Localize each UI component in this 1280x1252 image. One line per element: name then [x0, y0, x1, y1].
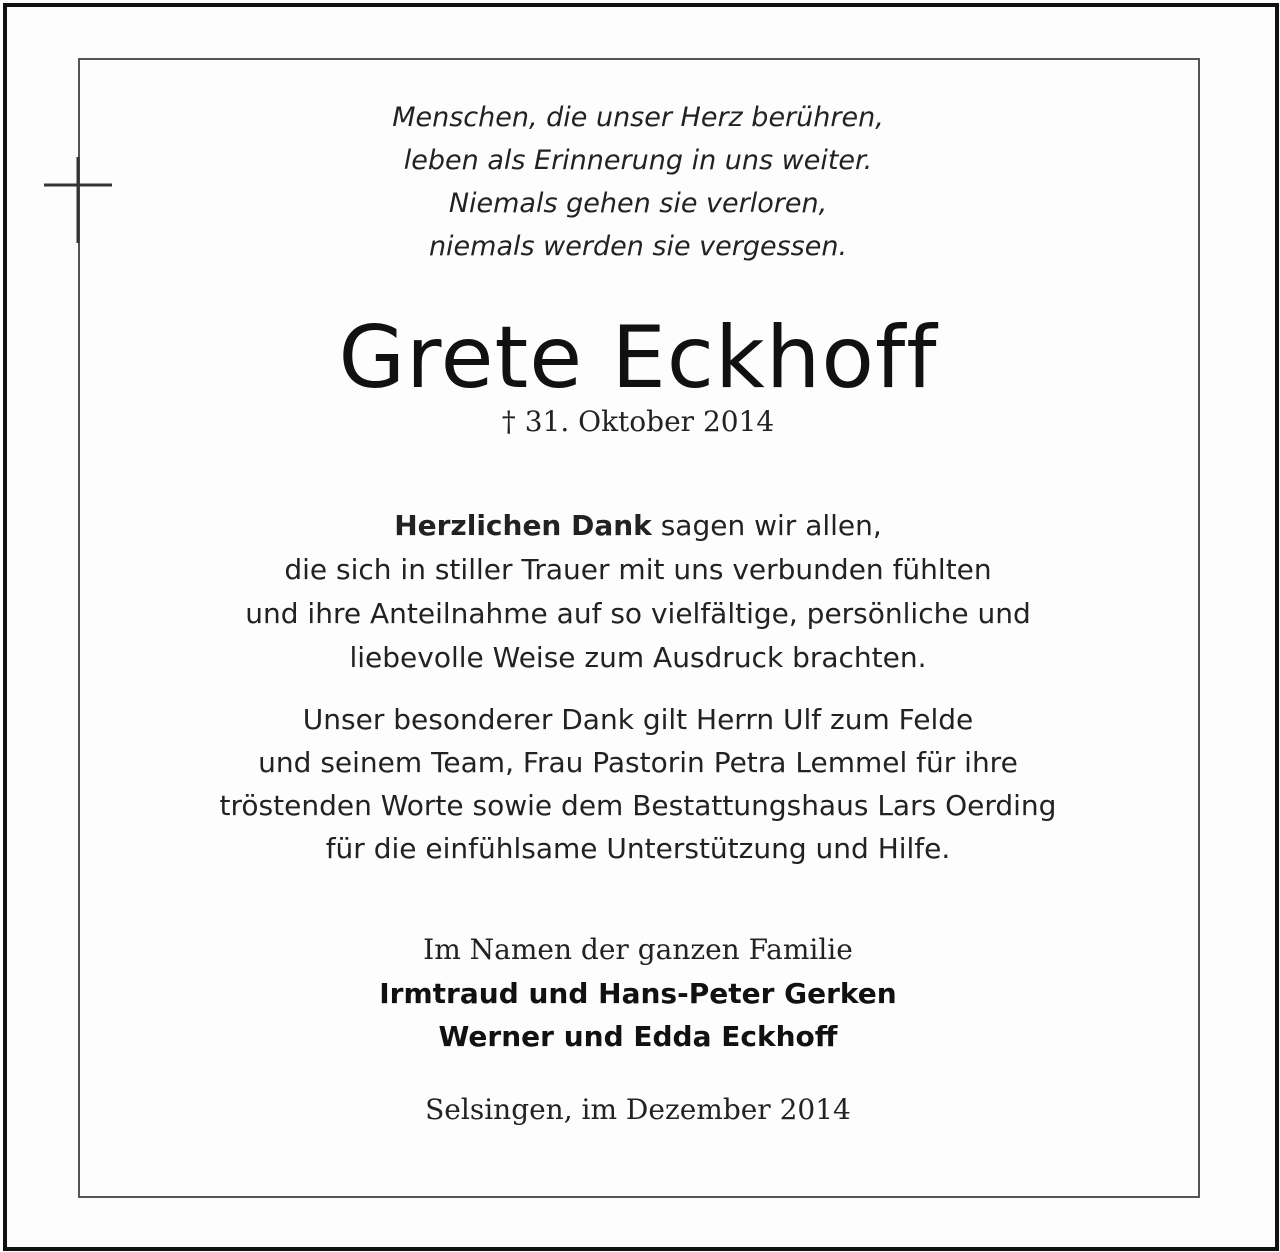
family-name: Werner und Edda Eckhoff: [438, 1020, 838, 1053]
family-name: Irmtraud und Hans-Peter Gerken: [379, 977, 897, 1010]
special-thanks-line: für die einfühlsame Unterstützung und Hilfe.: [325, 832, 951, 865]
thanks-line: die sich in stiller Trauer mit uns verbunden fühlten: [284, 553, 992, 586]
thanks-lead-rest: sagen wir allen,: [651, 509, 882, 542]
poem-line: Menschen, die unser Herz berühren,: [392, 102, 884, 133]
thanks-paragraph: [78, 504, 1198, 680]
special-thanks-line: tröstenden Worte sowie dem Bestattungshaus Lars Oerding: [219, 789, 1057, 822]
thanks-line: und ihre Anteilnahme auf so vielfältige, persönliche und: [245, 597, 1031, 630]
poem-line: leben als Erinnerung in uns weiter.: [403, 145, 873, 176]
thanks-first-line: [78, 504, 1198, 548]
special-thanks-paragraph: [78, 698, 1198, 870]
special-thanks-line: und seinem Team, Frau Pastorin Petra Lemmel für ihre: [258, 746, 1018, 779]
deceased-name: Grete Eckhoff: [338, 308, 938, 408]
special-thanks-line: Unser besonderer Dank gilt Herrn Ulf zum Felde: [302, 703, 974, 736]
death-date: † 31. Oktober 2014: [501, 405, 775, 438]
thanks-line: liebevolle Weise zum Ausdruck brachten.: [349, 641, 927, 674]
poem-line: Niemals gehen sie verloren,: [448, 188, 828, 219]
poem: [78, 96, 1198, 268]
signature-intro: Im Namen der ganzen Familie: [423, 933, 853, 966]
place-date: Selsingen, im Dezember 2014: [425, 1093, 851, 1126]
poem-line: niemals werden sie vergessen.: [428, 231, 848, 262]
thanks-lead: Herzlichen Dank: [394, 509, 652, 542]
notice-content: [78, 58, 1198, 1130]
